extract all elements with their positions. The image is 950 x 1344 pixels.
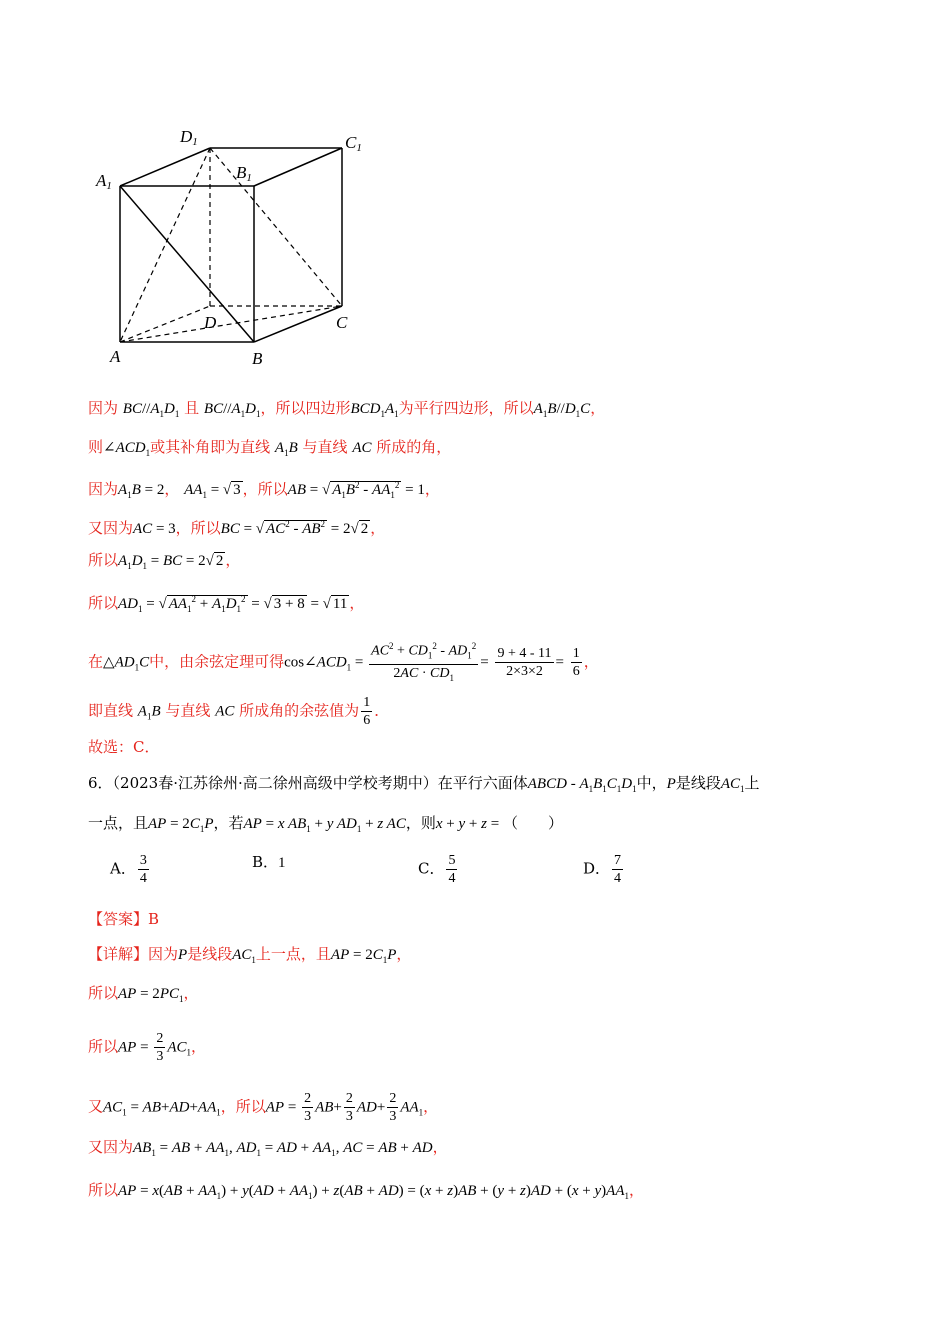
label-c1: C1 [345, 133, 362, 154]
label-a: A [110, 347, 121, 366]
solution-line-9: 故选：C． [88, 738, 160, 756]
option-c[interactable]: C． $\frac{5}{4}$ [418, 853, 456, 886]
answer-line: 【答案】B [88, 910, 160, 928]
label-a1: A1 [96, 171, 112, 192]
solution-line-8: 即直线 $A_1B$ 与直线 AC 所成角的余弦值为 $\frac{1}{6}$ ． [88, 695, 390, 728]
label-b: B [252, 349, 263, 368]
option-a[interactable]: A． $\frac{3}{4}$ [110, 853, 147, 886]
solution-line-4: 又因为AC = 3，所以BC = √ $AC^2 - AB^2 = 2√$ 2 ， [88, 519, 386, 537]
cube-figure [92, 126, 382, 371]
solution-line-1: 因为 $BC//A_1D_1$ 且 $BC//A_1D_1$，所以四边形$BCD_1A_1$为平行四边形，所以$A_1B//D_1C$， [88, 399, 606, 419]
detail-line-3: 所以AP = $\frac{2}{3}$ $AC_1$， [88, 1031, 206, 1064]
question-6-line-1: 6．（2023春·江苏徐州·高二徐州高级中学校考期中）在平行六面体ABCD - $A_1B_1C_1D_1$中，P是线段$AC_1$上 [88, 774, 760, 794]
question-6-line-2: 一点，且AP = $2C_1P$，若AP = x $AB_1 + y$ $AD_1 + z$ AC，则x + y + z = （ ） [88, 814, 563, 834]
detail-line-6: 所以AP = $x(AB + AA_1) + y(AD + AA_1) + z(AB + AD) = (x + z)AB + (y + z)AD + (x + y)AA_1$， [88, 1181, 644, 1201]
label-d: D [204, 313, 217, 332]
label-b1: B1 [236, 163, 252, 184]
option-b[interactable]: B．1 [252, 853, 286, 871]
solution-line-5: 所以$A_1D_1$ = BC = 2√ 2 ， [88, 551, 241, 571]
detail-line-2: 所以AP = $2PC_1$， [88, 984, 199, 1004]
label-d1: D1 [180, 127, 198, 148]
solution-line-3: 因为$A_1B = 2$， $AA_1$ = √ 3 ，所以AB = √ $A_1B^2 - AA_1^2 = 1$， [88, 480, 440, 500]
solution-line-7: 在$\triangle AD_1C$中，由余弦定理可得$\cos\angle ACD_1$ = $\frac{AC^2 + CD_1^2 - AD_1^2}{2AC \cdot CD_1}$ = $\frac{9 + 4 - 11}{2\times 3\times 2}$ = $\frac{1}{6}$ ， [88, 638, 599, 687]
solution-line-6: 所以$AD_1$ = √ $AA_1^2 + A_1D_1^2$ = √ 3 + 8 = √ 11 ， [88, 594, 365, 614]
detail-line-4: 又$AC_1 = AB+AD+AA_1$，所以AP = $\frac{2}{3}$ AB+ $\frac{2}{3}$ AD+ $\frac{2}{3}$ $AA_1$， [88, 1091, 439, 1124]
solution-line-2: 则$\angle ACD_1$或其补角即为直线 $A_1B$ 与直线 AC 所成的角， [88, 438, 452, 458]
option-d[interactable]: D． $\frac{7}{4}$ [583, 853, 622, 886]
label-c: C [336, 313, 348, 332]
detail-line-1: 【详解】因为P是线段$AC_1$上一点，且AP = $2C_1P$， [88, 945, 412, 965]
detail-line-5: 又因为$AB_1$ = AB + $AA_1$, $AD_1$ = AD + $AA_1$, AC = AB + AD， [88, 1138, 448, 1158]
